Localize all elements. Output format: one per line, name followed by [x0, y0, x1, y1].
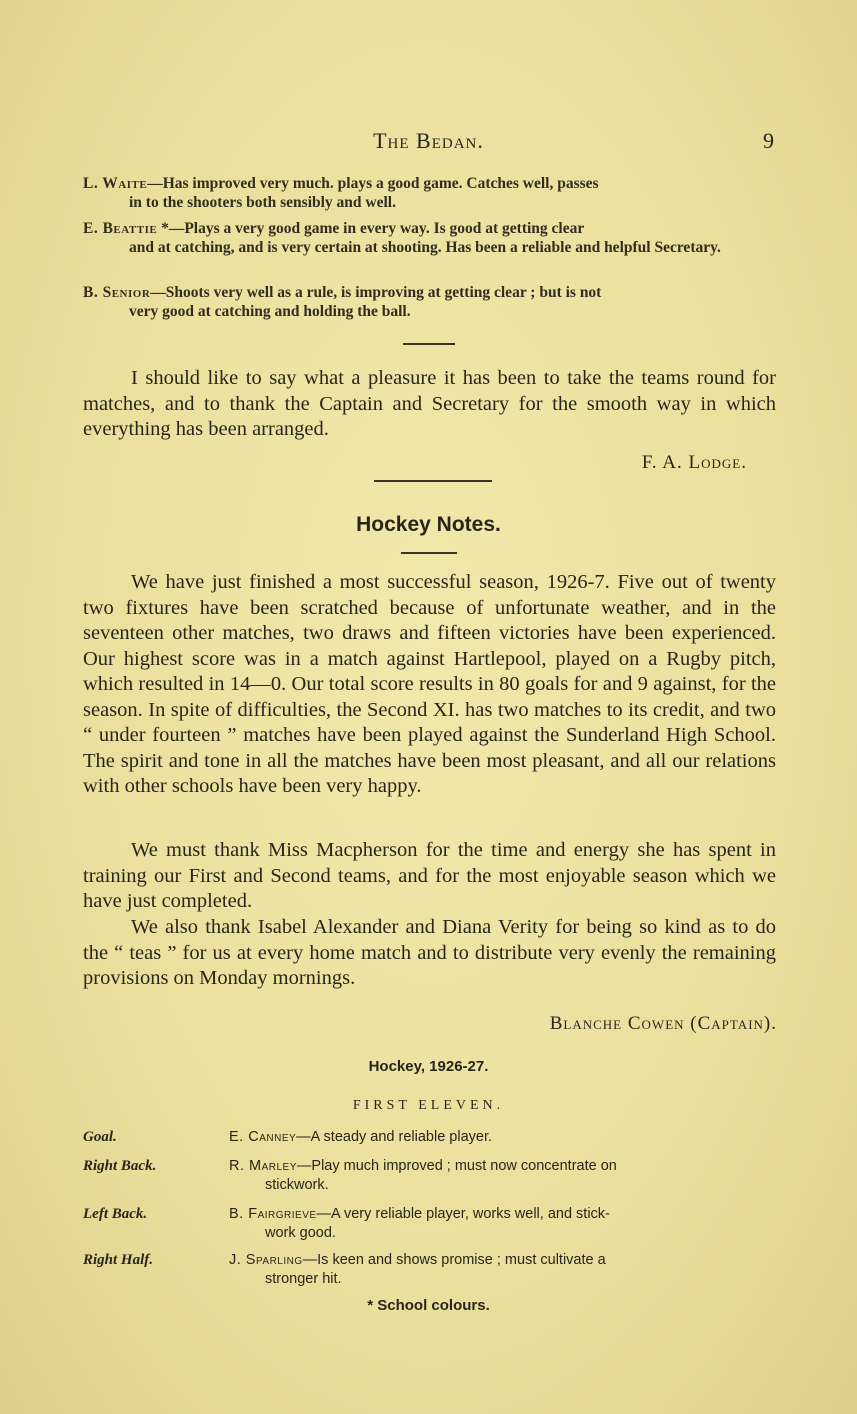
player-name: B. Senior [83, 284, 151, 301]
player-entry-beattie [83, 219, 778, 257]
season-title: Hockey, 1926-27. [368, 1058, 489, 1075]
player-name: L. Waite [83, 175, 148, 192]
hockey-paragraph: We also thank Isabel Alexander and Diana Verity for being so kind as to do the “ teas ” for us at every home match and to distribute very evenly the remaining provisions on Monday mornings. [83, 916, 776, 989]
roster-position: Right Back. [83, 1158, 157, 1174]
captain-signature: Blanche Cowen (Captain). [549, 1013, 777, 1034]
page-number: 9 [763, 128, 774, 153]
player-comment-continued: in to the shooters both sensibly and well. [129, 194, 396, 211]
page-header [0, 128, 857, 160]
roster-description: B. Fairgrieve—A very reliable player, works well, and stick- work good. [229, 1206, 610, 1241]
short-divider [403, 343, 455, 345]
roster-position: Right Half. [83, 1252, 154, 1268]
player-comment: *—Plays a very good game in every way. Is good at getting clear [157, 220, 585, 237]
hockey-paragraph: We have just finished a most successful season, 1926-7. Five out of twenty two fixtures have been scratched because of unfortunate weather, and in the seventeen other matches, two draws and fifteen victories have been experienced. Our highest score was in a match against Hartlepool, played on a Rugby pitch, which resulted in 14—0. Our total score results in 80 goals for and 9 against, for the season. In spite of difficulties, the Second XI. has two matches to its credit, and two “ under fourteen ” matches have been played against the Sunderland High School. The spirit and tone in all the matches have been most pleasant, and all our relations with other schools have been very happy. [83, 571, 776, 797]
player-comment-continued: very good at catching and holding the ball. [129, 303, 411, 320]
closing-paragraph: I should like to say what a pleasure it has been to take the teams round for matches, and to thank the Captain and Secretary for the smooth way in which everything has been arranged. [83, 367, 776, 440]
running-title: The Bedan. [373, 128, 484, 153]
footnote: * School colours. [367, 1297, 490, 1314]
player-entry-senior [83, 283, 778, 321]
roster-position: Left Back. [83, 1206, 148, 1222]
roster-description: E. Canney—A steady and reliable player. [229, 1129, 493, 1145]
section-title: Hockey Notes. [356, 513, 501, 536]
player-name: E. Beattie [83, 220, 158, 237]
roster-description: J. Sparling—Is keen and shows promise ; must cultivate a stronger hit. [229, 1252, 606, 1287]
player-entry-waite [83, 174, 778, 212]
hockey-paragraph: We must thank Miss Macpherson for the time and energy she has spent in training our First and Second teams, and for the most enjoyable season which we have just completed. [83, 839, 776, 912]
player-comment: —Shoots very well as a rule, is improving at getting clear ; but is not [150, 284, 602, 301]
player-comment-continued: and at catching, and is very certain at shooting. Has been a reliable and helpful Secretary. [129, 239, 721, 256]
roster-position: Goal. [83, 1129, 117, 1145]
team-heading: FIRST ELEVEN. [352, 1098, 505, 1113]
closing-signature: F. A. Lodge. [641, 452, 747, 473]
roster-description: R. Marley—Play much improved ; must now concentrate on stickwork. [229, 1158, 617, 1193]
player-comment: —Has improved very much. plays a good game. Catches well, passes [147, 175, 599, 192]
title-underline [401, 552, 457, 554]
section-divider [374, 480, 492, 482]
